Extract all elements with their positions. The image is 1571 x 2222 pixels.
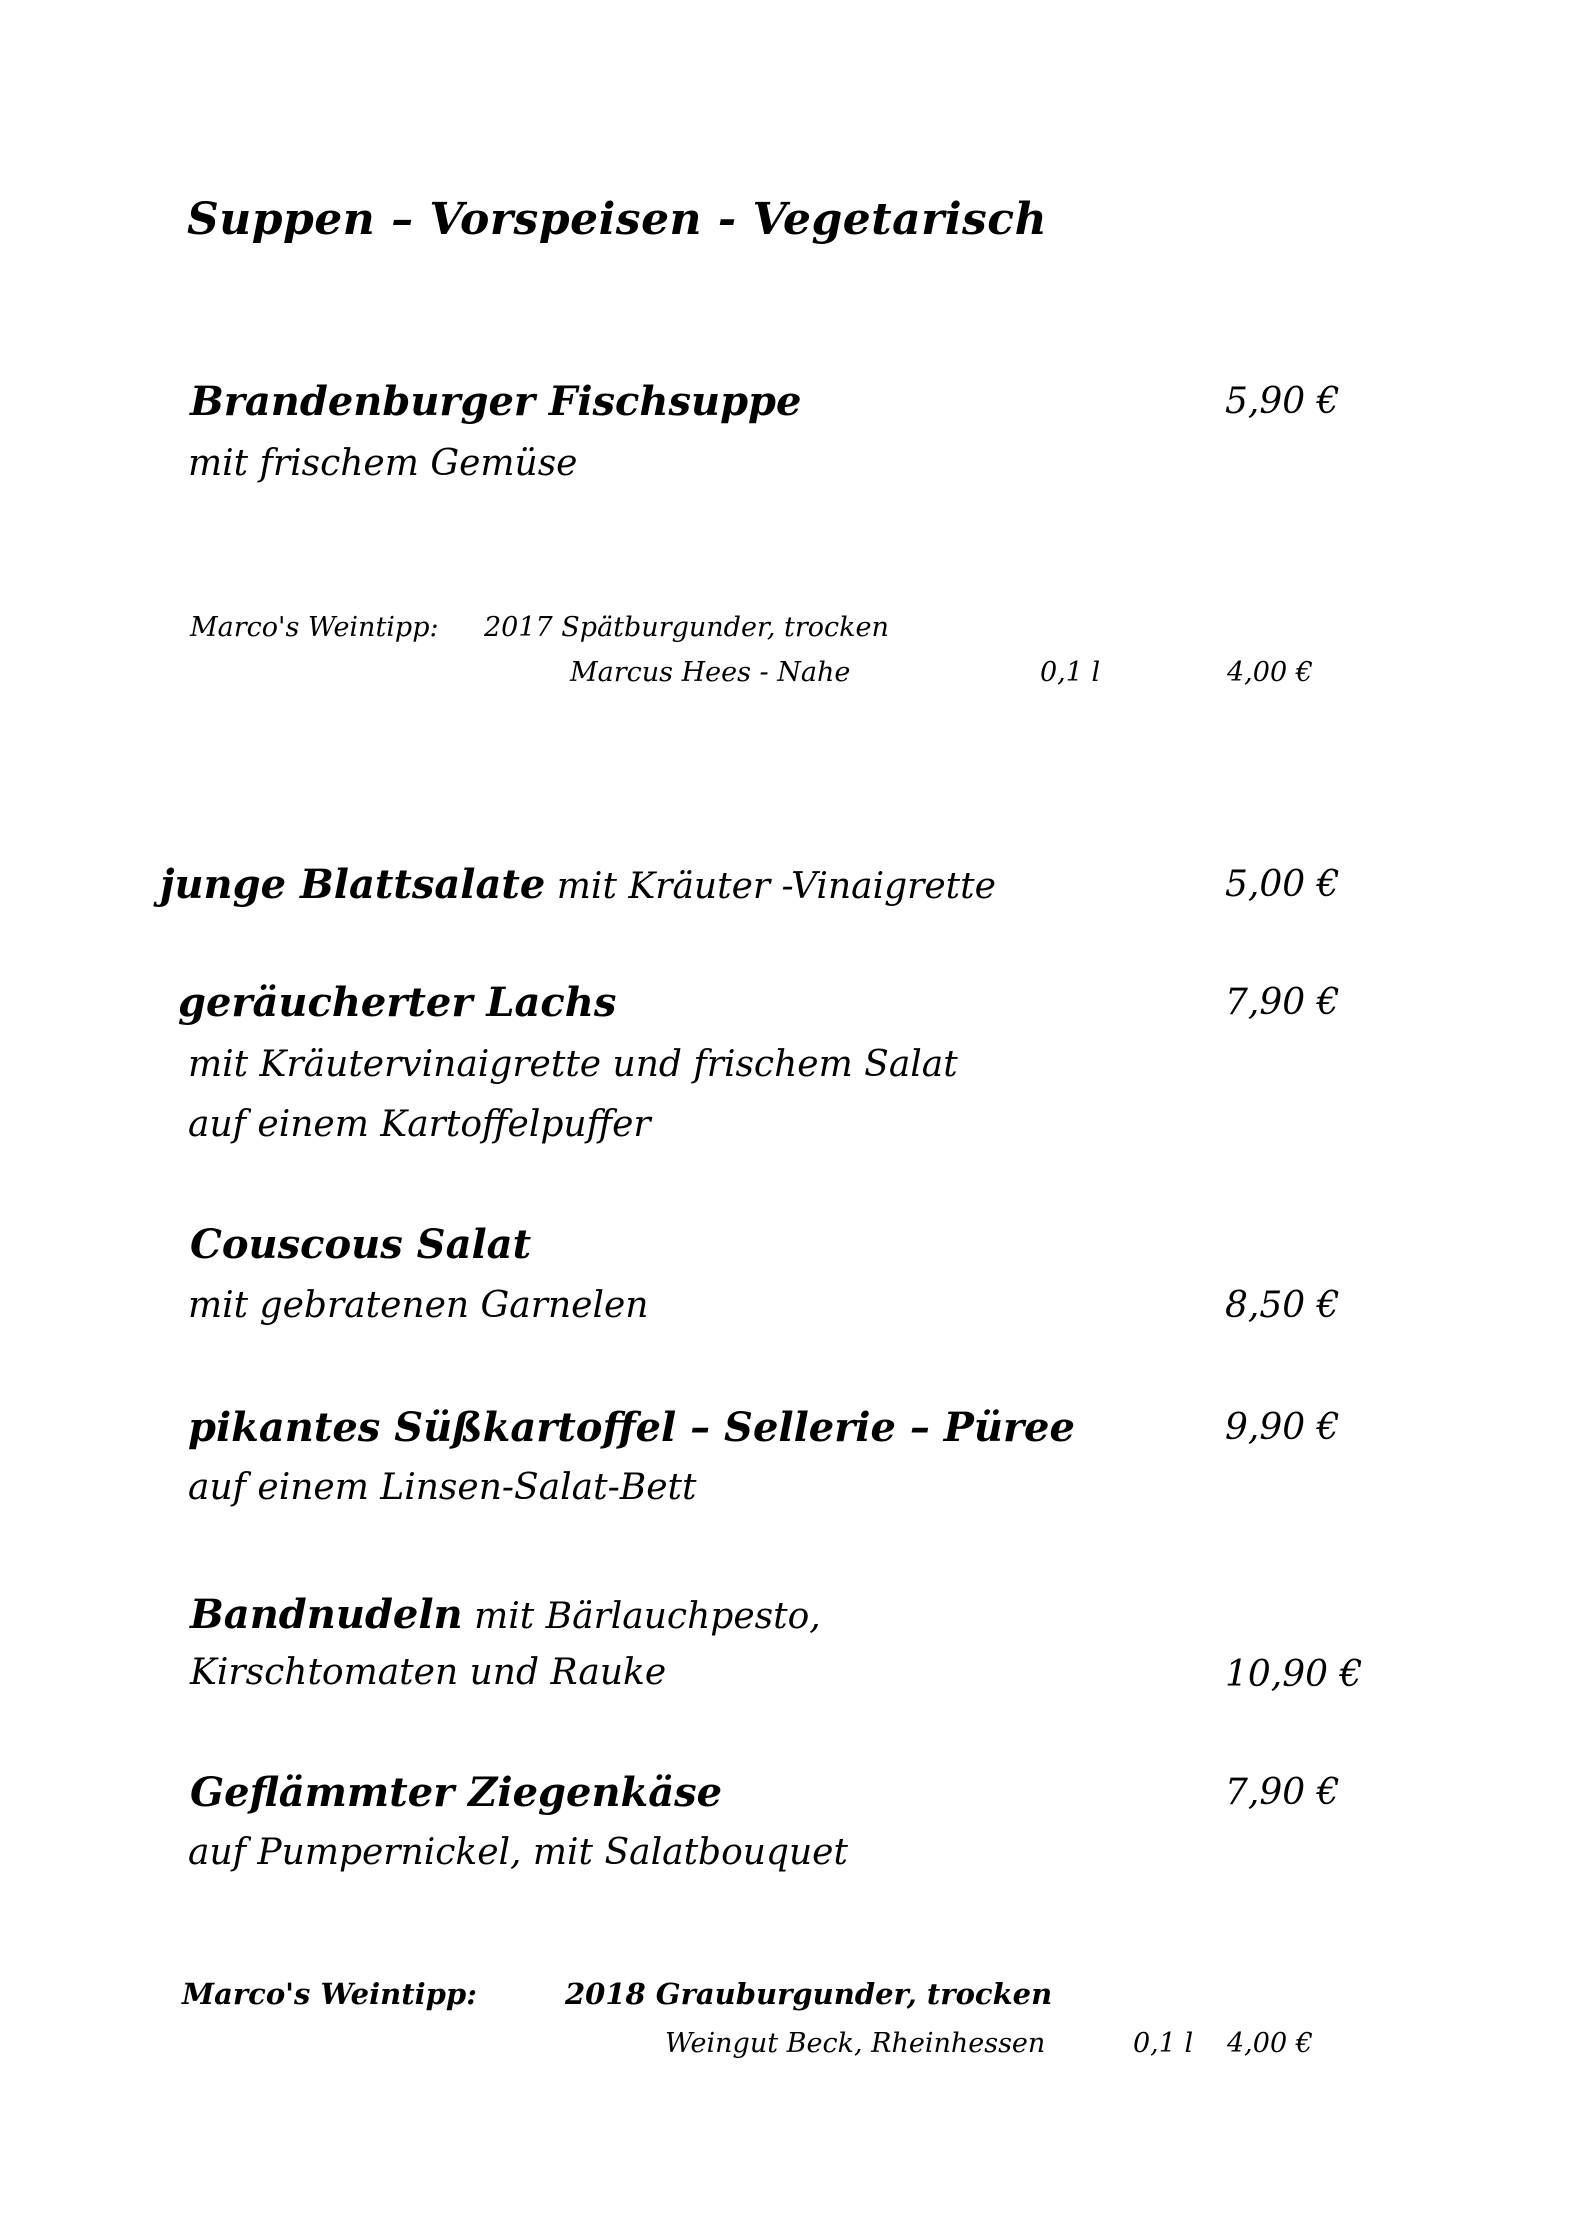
dish-description: auf einem Linsen-Salat-Bett bbox=[188, 1467, 697, 1508]
dish-price: 9,90 € bbox=[1225, 1407, 1340, 1448]
dish-price: 5,00 € bbox=[1225, 864, 1340, 905]
wine-tip-volume: 0,1 l bbox=[1040, 657, 1101, 688]
dish-name: Couscous Salat bbox=[190, 1221, 532, 1268]
dish-name-line bbox=[160, 861, 996, 908]
dish-description: auf Pumpernickel, mit Salatbouquet bbox=[188, 1832, 848, 1873]
wine-tip-producer: Weingut Beck, Rheinhessen bbox=[665, 2028, 1046, 2059]
dish-name: Geflämmter Ziegenkäse bbox=[190, 1769, 723, 1816]
dish-price: 8,50 € bbox=[1225, 1285, 1340, 1326]
section-title: Suppen – Vorspeisen - Vegetarisch bbox=[187, 194, 1048, 245]
dish-name-line bbox=[190, 1591, 821, 1638]
wine-tip-price: 4,00 € bbox=[1227, 2028, 1313, 2059]
dish-description: auf einem Kartoffelpuffer bbox=[188, 1104, 651, 1145]
wine-tip-volume: 0,1 l bbox=[1133, 2028, 1194, 2059]
wine-tip-wine: 2017 Spätburgunder, trocken bbox=[484, 612, 889, 643]
dish-price: 10,90 € bbox=[1225, 1654, 1363, 1695]
dish-price: 7,90 € bbox=[1225, 1772, 1340, 1813]
wine-tip-producer: Marcus Hees - Nahe bbox=[570, 657, 851, 688]
wine-tip-wine: 2018 Grauburgunder, trocken bbox=[565, 1977, 1053, 2011]
dish-name: Brandenburger Fischsuppe bbox=[190, 378, 802, 425]
wine-tip-price: 4,00 € bbox=[1227, 657, 1313, 688]
dish-description: Kirschtomaten und Rauke bbox=[190, 1652, 667, 1693]
dish-description: mit frischem Gemüse bbox=[188, 443, 578, 484]
dish-description: mit Kräutervinaigrette und frischem Salat bbox=[188, 1044, 958, 1085]
dish-name: junge Blattsalate bbox=[160, 861, 546, 908]
wine-tip-label: Marco's Weintipp: bbox=[182, 1977, 477, 2011]
dish-name-suffix: mit Kräuter -Vinaigrette bbox=[545, 866, 996, 907]
wine-tip-label: Marco's Weintipp: bbox=[190, 612, 439, 643]
dish-name: geräucherter Lachs bbox=[178, 979, 617, 1026]
dish-price: 7,90 € bbox=[1225, 982, 1340, 1023]
dish-name: pikantes Süßkartoffel – Sellerie – Püree bbox=[188, 1404, 1075, 1451]
dish-price: 5,90 € bbox=[1225, 381, 1340, 422]
dish-name: Bandnudeln bbox=[190, 1591, 463, 1638]
dish-description: mit gebratenen Garnelen bbox=[188, 1285, 649, 1326]
dish-name-suffix: mit Bärlauchpesto, bbox=[462, 1596, 821, 1637]
